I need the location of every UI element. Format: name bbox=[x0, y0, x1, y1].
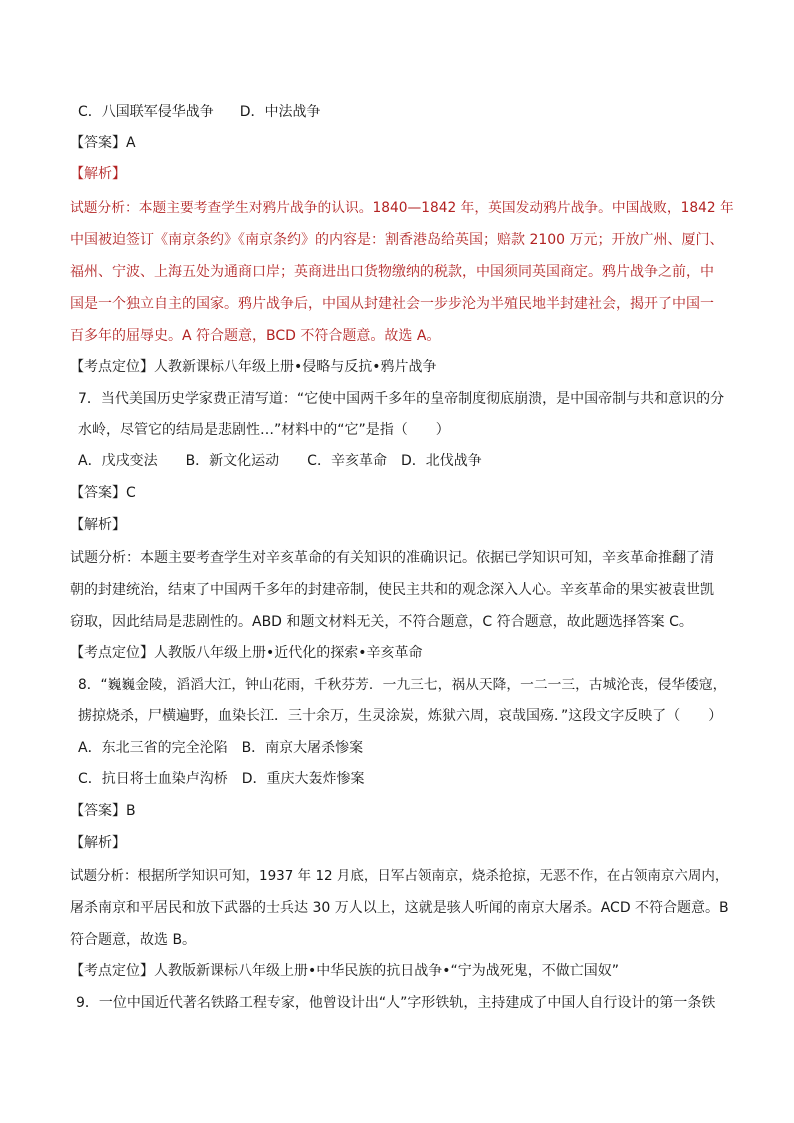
q6-point: 【考点定位】人教新课标八年级上册•侵略与反抗•鸦片战争 bbox=[70, 359, 437, 375]
q6-options-row bbox=[78, 102, 321, 122]
q9-stem-line-1: 9．一位中国近代著名铁路工程专家，他曾设计出“人”字形铁轨，主持建成了中国人自行设计的第一条铁 bbox=[76, 995, 716, 1011]
q6-answer: 【答案】A bbox=[70, 135, 136, 151]
q7-analysis-line-3: 窃取，因此结局是悲剧性的。ABD 和题文材料无关，不符合题意，C 符合题意，故此题选择答案 C。 bbox=[70, 614, 693, 630]
q6-analysis-line-3: 福州、宁波、上海五处为通商口岸；英商进出口货物缴纳的税款，中国须同英国商定。鸦片战争之前，中 bbox=[70, 264, 714, 280]
q8-options-row-1: A．东北三省的完全沦陷 B．南京大屠杀惨案 bbox=[78, 740, 364, 756]
q8-analysis-label: 【解析】 bbox=[70, 835, 126, 851]
q8-answer: 【答案】B bbox=[70, 803, 136, 819]
q7-stem-line-2: 水岭，尽管它的结局是悲剧性…”材料中的“它”是指（ ） bbox=[78, 422, 450, 438]
q8-stem-line-2: 掳掠烧杀，尸横遍野，血染长江．三十余万，生灵涂炭，炼狱六周，哀哉国殇．”这段文字反映了（ ） bbox=[78, 708, 723, 724]
q6-option-c: C．八国联军侵华战争 bbox=[78, 104, 214, 120]
q7-options: A．戊戌变法 B．新文化运动 C．辛亥革命 D．北伐战争 bbox=[78, 453, 482, 469]
q6-option-d: D．中法战争 bbox=[239, 104, 321, 120]
q6-analysis-line-4: 国是一个独立自主的国家。鸦片战争后，中国从封建社会一步步沦为半殖民地半封建社会，揭开了中国一 bbox=[70, 296, 714, 312]
q8-analysis-line-1: 试题分析：根据所学知识可知，1937 年 12 月底，日军占领南京，烧杀抢掠，无恶不作，在占领南京六周内， bbox=[70, 868, 729, 884]
q8-point: 【考点定位】人教版新课标八年级上册•中华民族的抗日战争•“宁为战死鬼，不做亡国奴” bbox=[70, 963, 620, 979]
q8-analysis-line-3: 符合题意，故选 B。 bbox=[70, 932, 197, 948]
q6-analysis-line-5: 百多年的屈辱史。A 符合题意，BCD 不符合题意。故选 A。 bbox=[70, 328, 441, 344]
q7-answer: 【答案】C bbox=[70, 485, 136, 501]
q8-stem-line-1: 8．“巍巍金陵，滔滔大江，钟山花雨，千秋芬芳．一九三七，祸从天降，一二一三，古城沦丧，侵华倭寇， bbox=[78, 677, 727, 693]
q6-analysis-line-1: 试题分析：本题主要考查学生对鸦片战争的认识。1840—1842 年，英国发动鸦片战争。中国战败，1842 年 bbox=[70, 200, 734, 216]
q8-analysis-line-2: 屠杀南京和平居民和放下武器的士兵达 30 万人以上，这就是骇人听闻的南京大屠杀。ACD 不符合题意。B bbox=[70, 900, 729, 916]
q7-stem-line-1: 7．当代美国历史学家费正清写道：“它使中国两千多年的皇帝制度彻底崩溃，是中国帝制与共和意识的分 bbox=[78, 391, 725, 407]
q6-analysis-line-2: 中国被迫签订《南京条约》《南京条约》的内容是：割香港岛给英国；赔款 2100 万元；开放广州、厦门、 bbox=[70, 232, 724, 248]
q7-point: 【考点定位】人教版八年级上册•近代化的探索•辛亥革命 bbox=[70, 645, 423, 661]
q7-analysis-label: 【解析】 bbox=[70, 517, 126, 533]
q7-analysis-line-1: 试题分析：本题主要考查学生对辛亥革命的有关知识的准确识记。依据已学知识可知，辛亥革命推翻了清 bbox=[70, 550, 714, 566]
q8-options-row-2: C．抗日将士血染卢沟桥 D．重庆大轰炸惨案 bbox=[78, 771, 365, 787]
q7-analysis-line-2: 朝的封建统治，结束了中国两千多年的封建帝制，使民主共和的观念深入人心。辛亥革命的果实被袁世凯 bbox=[70, 582, 714, 598]
q6-analysis-label: 【解析】 bbox=[70, 166, 126, 182]
